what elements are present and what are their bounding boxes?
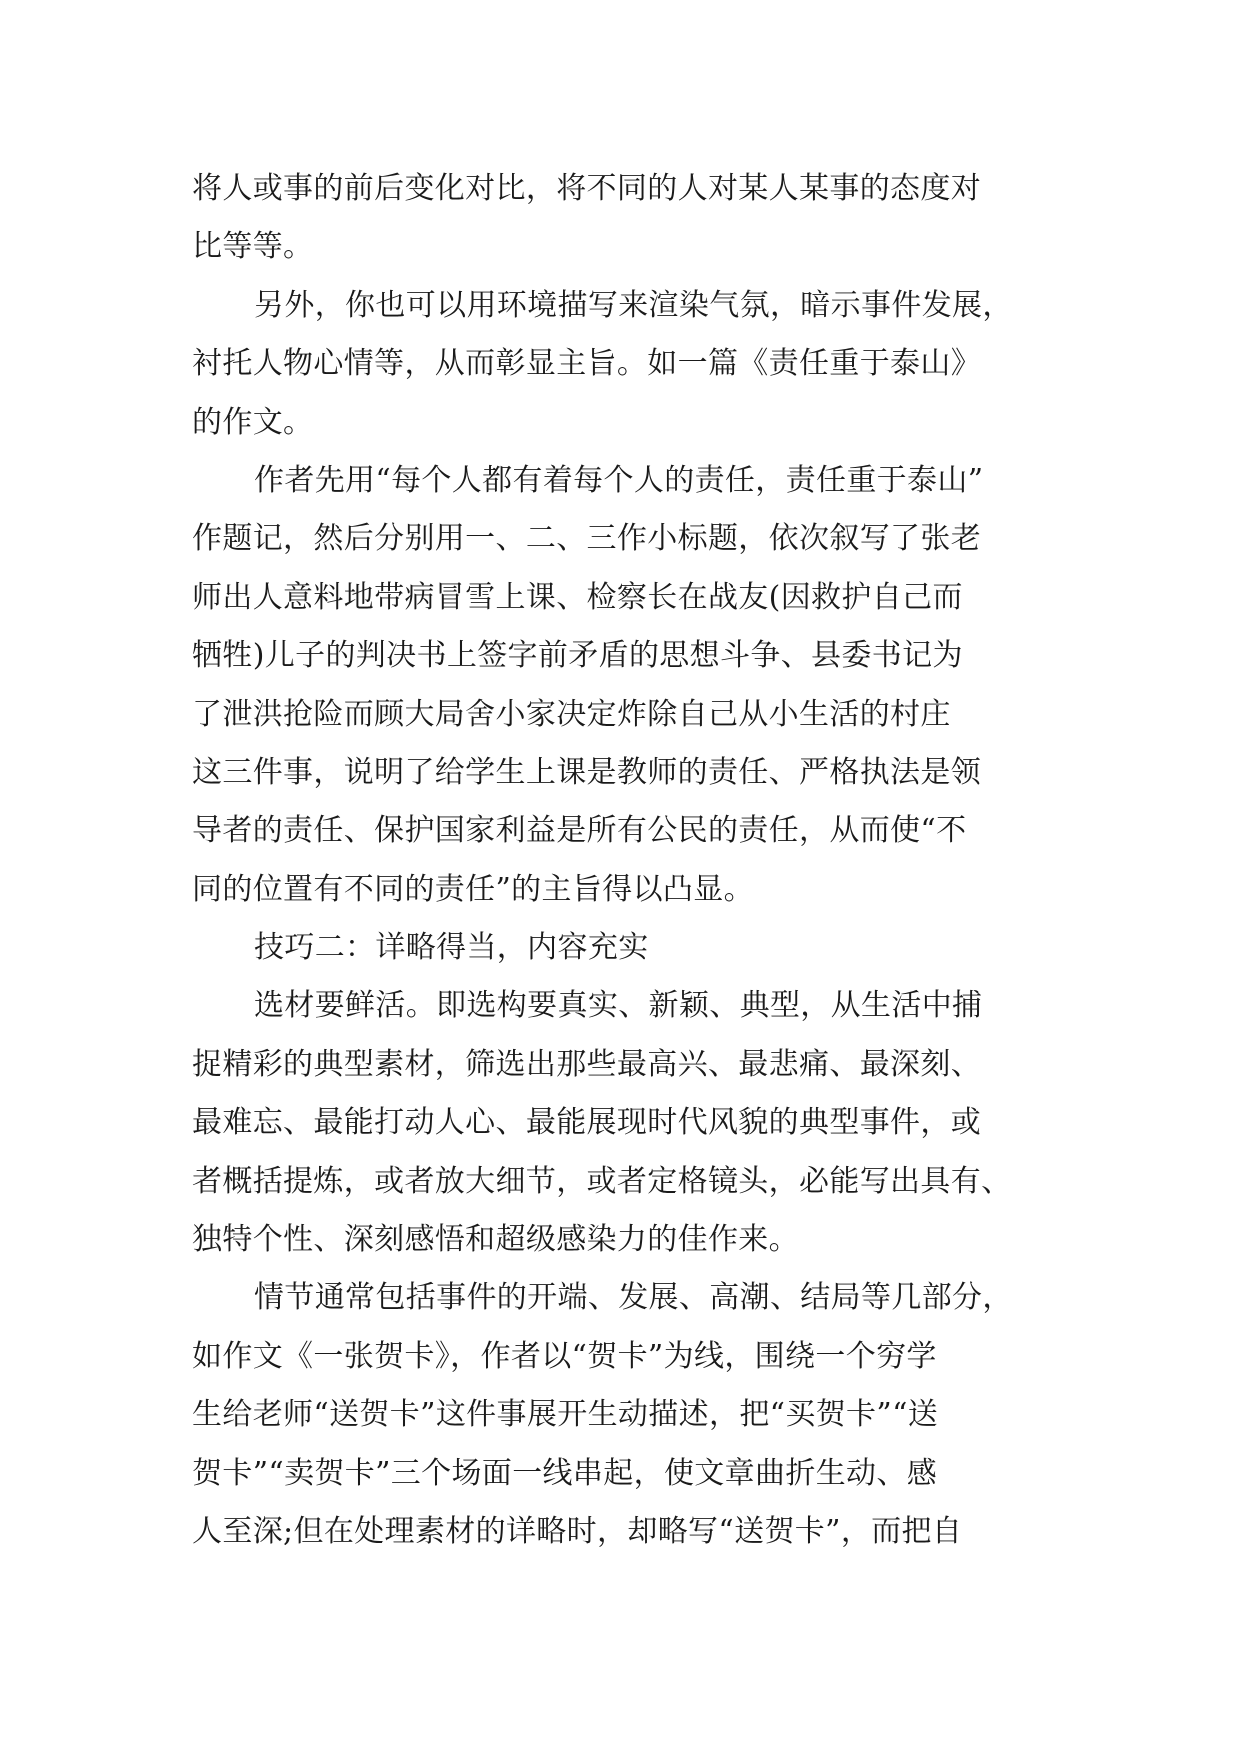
text-line: 最难忘、最能打动人心、最能展现时代风貌的典型事件，或 — [192, 1105, 982, 1141]
text-line: 师出人意料地带病冒雪上课、检察长在战友(因救护自己而 — [192, 579, 963, 615]
text-line: 捉精彩的典型素材，筛选出那些最高兴、最悲痛、最深刻、 — [192, 1046, 982, 1082]
text-line: 独特个性、深刻感悟和超级感染力的佳作来。 — [192, 1222, 799, 1258]
paragraph-start-line: 情节通常包括事件的开端、发展、高潮、结局等几部分， — [254, 1280, 1013, 1316]
text-line: 的作文。 — [192, 404, 314, 440]
paragraph-start-line: 作者先用“每个人都有着每个人的责任，责任重于泰山” — [254, 462, 984, 498]
text-line: 牺牲)儿子的判决书上签字前矛盾的思想斗争、县委书记为 — [192, 638, 963, 674]
paragraph-start-line: 选材要鲜活。即选构要真实、新颖、典型，从生活中捕 — [254, 988, 983, 1024]
paragraph-start-line: 另外，你也可以用环境描写来渲染气氛，暗示事件发展， — [254, 287, 1013, 323]
text-line: 同的位置有不同的责任”的主旨得以凸显。 — [192, 871, 754, 907]
text-line: 者概括提炼，或者放大细节，或者定格镜头，必能写出具有、 — [192, 1163, 1012, 1199]
text-line: 了泄洪抢险而顾大局舍小家决定炸除自己从小生活的村庄 — [192, 696, 951, 732]
text-line: 如作文《一张贺卡》，作者以“贺卡”为线，围绕一个穷学 — [192, 1338, 937, 1374]
text-line: 将人或事的前后变化对比，将不同的人对某人某事的态度对 — [192, 171, 982, 206]
text-line: 这三件事，说明了给学生上课是教师的责任、严格执法是领 — [192, 754, 982, 790]
body-text — [192, 160, 1062, 1561]
text-line: 贺卡”“卖贺卡”三个场面一线串起，使文章曲折生动、感 — [192, 1455, 938, 1491]
text-line: 导者的责任、保护国家利益是所有公民的责任，从而使“不 — [192, 813, 967, 849]
text-line: 生给老师“送贺卡”这件事展开生动描述，把“买贺卡”“送 — [192, 1397, 939, 1433]
text-line: 比等等。 — [192, 229, 314, 265]
text-line: 作题记，然后分别用一、二、三作小标题，依次叙写了张老 — [192, 521, 982, 557]
section-heading: 技巧二：详略得当，内容充实 — [254, 930, 649, 966]
text-line: 人至深;但在处理素材的详略时，却略写“送贺卡”，而把自 — [192, 1513, 963, 1549]
text-line: 衬托人物心情等，从而彰显主旨。如一篇《责任重于泰山》 — [192, 346, 982, 382]
